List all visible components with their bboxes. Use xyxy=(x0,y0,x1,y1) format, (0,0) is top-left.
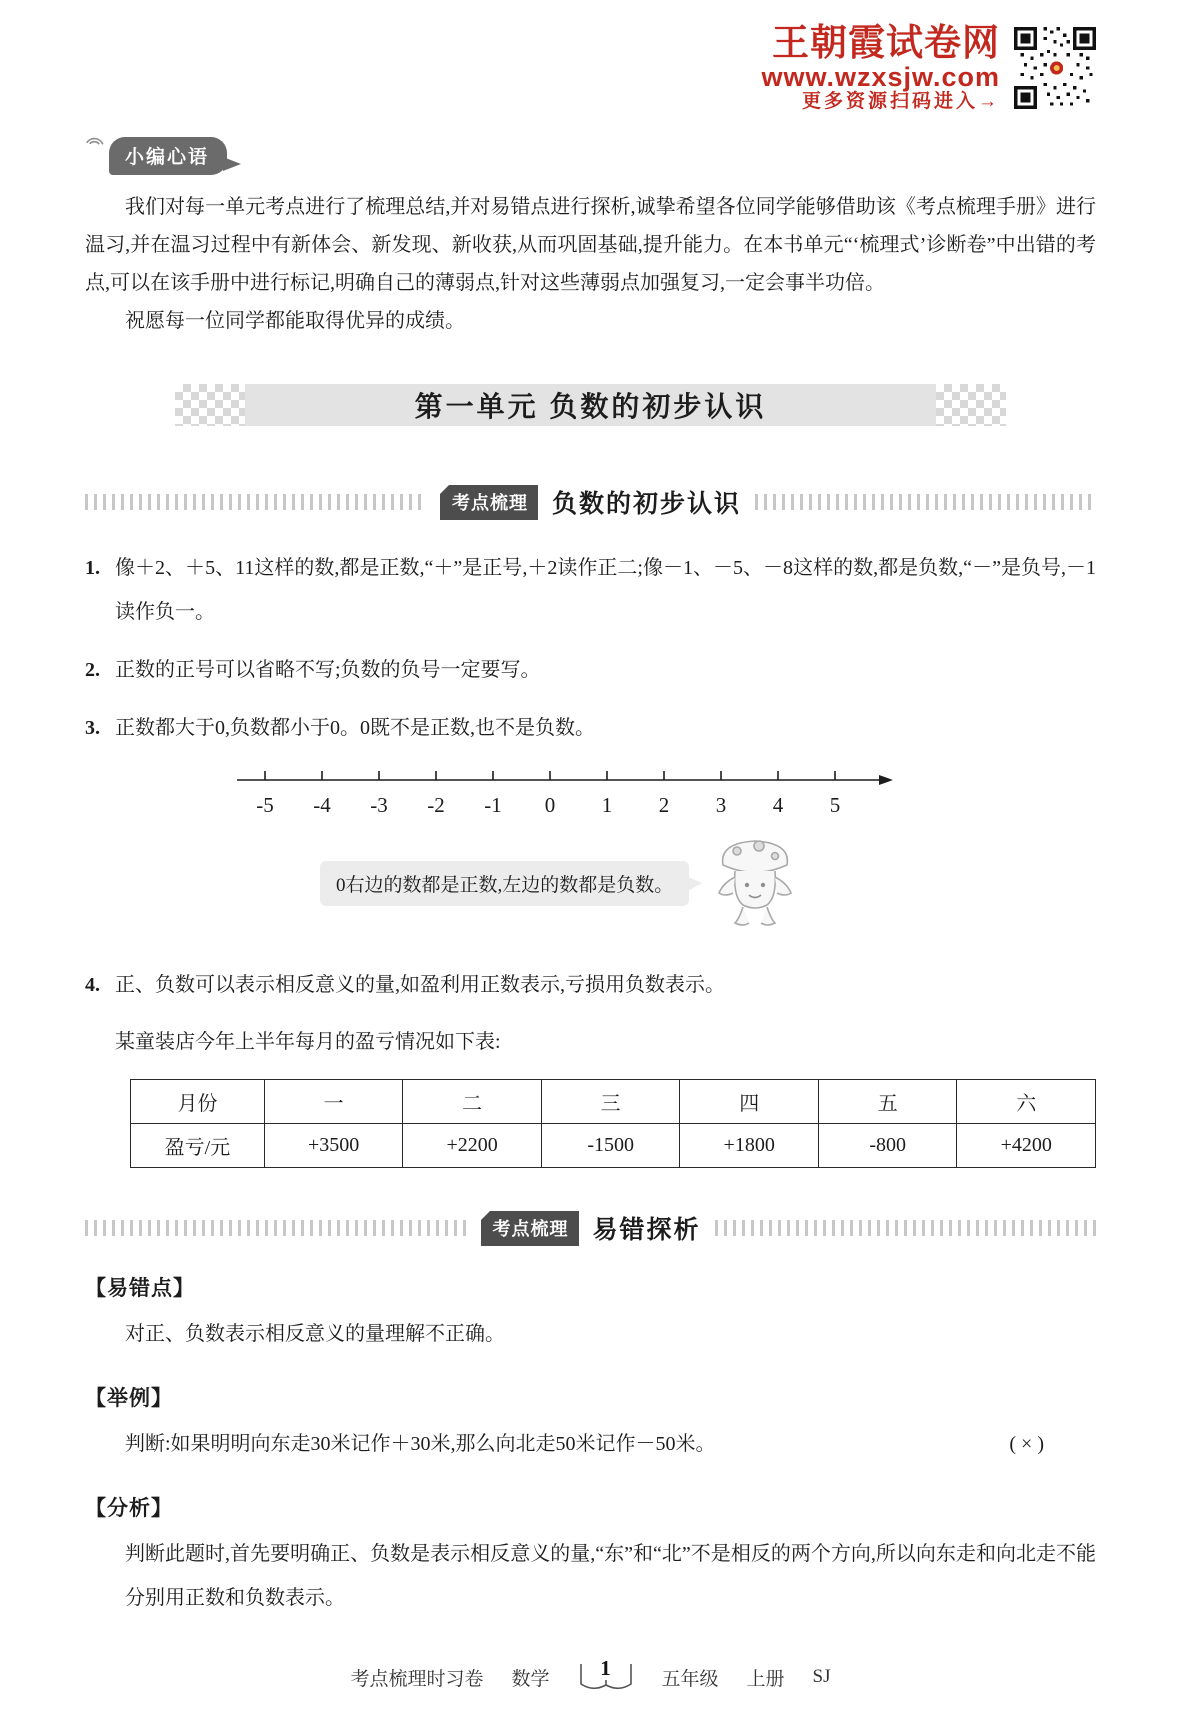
brand-tagline: 更多资源扫码进入→ xyxy=(801,90,1000,112)
knowledge-point-list xyxy=(85,546,1096,764)
item-number: 2. xyxy=(85,659,100,681)
brand-title: 王朝霞试卷网 xyxy=(772,22,1000,64)
table-cell: 盈亏/元 xyxy=(131,1124,265,1168)
example-label: 【举例】 xyxy=(85,1386,173,1410)
footer-edition: SJ xyxy=(812,1666,831,1687)
tick-label: 4 xyxy=(772,793,784,817)
checker-pattern-left xyxy=(175,384,245,426)
analysis-label: 【分析】 xyxy=(85,1496,173,1520)
section2-badge: 考点梳理 xyxy=(481,1211,579,1246)
item-text: 像＋2、＋5、11这样的数,都是正数,“＋”是正号,＋2读作正二;像－1、－5、－8这样的数,都是负数,“－”是负号,－1读作负一。 xyxy=(115,557,1096,623)
checker-pattern-right xyxy=(936,384,1006,426)
item-text: 正数都大于0,负数都小于0。0既不是正数,也不是负数。 xyxy=(115,717,595,739)
qr-code-icon xyxy=(1014,27,1096,109)
table-cell: +3500 xyxy=(264,1124,403,1168)
tick-label: 5 xyxy=(829,793,841,817)
hint-row xyxy=(320,839,1096,941)
tick-label: -3 xyxy=(370,793,388,817)
hatch-right xyxy=(755,494,1096,510)
brand-block xyxy=(761,24,1000,111)
knowledge-point-1 xyxy=(85,546,1096,634)
table-cell: +4200 xyxy=(957,1124,1096,1168)
analysis-text: 判断此题时,首先要明确正、负数是表示相反意义的量,“东”和“北”不是相反的两个方向,所以向东走和向北走不能分别用正数和负数表示。 xyxy=(125,1543,1096,1609)
hint-bubble: 0右边的数都是正数,左边的数都是负数。 xyxy=(320,861,689,906)
knowledge-point-4-wrap xyxy=(85,963,1096,1021)
item-text: 正、负数可以表示相反意义的量,如盈利用正数表示,亏损用负数表示。 xyxy=(115,974,725,996)
tick-label: 0 xyxy=(544,793,556,817)
error-point-text: 对正、负数表示相反意义的量理解不正确。 xyxy=(125,1323,505,1345)
editor-note-paragraph-1: 我们对每一单元考点进行了梳理总结,并对易错点进行探析,诚挚希望各位同学能够借助该《考点梳理手册》进行温习,并在温习过程中有新体会、新发现、新收获,从而巩固基础,提升能力。在本书单元“‘梳理式’诊断卷”中出错的考点,可以在该手册中进行标记,明确自己的薄弱点,针对这些薄弱点加强复习,一定会事半功倍。 xyxy=(85,196,1096,294)
unit-banner xyxy=(175,384,1006,426)
knowledge-point-4 xyxy=(85,963,1096,1007)
footer-series: 考点梳理时习卷 xyxy=(350,1668,484,1690)
editor-note-header xyxy=(85,136,1096,176)
example-block xyxy=(85,1422,1096,1466)
knowledge-point-3 xyxy=(85,706,1096,750)
tick-label: 2 xyxy=(658,793,670,817)
item-number: 4. xyxy=(85,974,100,996)
tick-label: -2 xyxy=(427,793,445,817)
tick-label: -5 xyxy=(256,793,274,817)
table-cell: 六 xyxy=(957,1080,1096,1124)
hatch-left xyxy=(85,1220,467,1236)
hatch-left xyxy=(85,494,426,510)
hatch-right xyxy=(715,1220,1097,1236)
brand-url: www.wzxsjw.com xyxy=(761,62,1000,93)
example-answer: ( × ) xyxy=(1009,1433,1044,1455)
editor-note-text xyxy=(85,188,1096,340)
editor-note-badge: 小编心语 xyxy=(109,137,227,175)
unit-title: 第一单元 负数的初步认识 xyxy=(245,384,936,426)
table-row-values xyxy=(131,1124,1096,1168)
page-number: 1 xyxy=(600,1656,611,1680)
tick-label: 3 xyxy=(715,793,727,817)
page-footer xyxy=(85,1656,1096,1694)
item-number: 3. xyxy=(85,717,100,739)
example-text: 判断:如果明明向东走30米记作＋30米,那么向北走50米记作－50米。 xyxy=(125,1433,716,1455)
page-number-book xyxy=(578,1656,634,1694)
table-cell: 月份 xyxy=(131,1080,265,1124)
knowledge-point-2 xyxy=(85,648,1096,692)
tick-label: 1 xyxy=(601,793,613,817)
table-cell: +2200 xyxy=(403,1124,542,1168)
item-text: 正数的正号可以省略不写;负数的负号一定要写。 xyxy=(115,659,541,681)
section1-title: 负数的初步认识 xyxy=(552,490,742,518)
tick-label: -1 xyxy=(484,793,502,817)
signal-arcs-icon xyxy=(85,135,105,155)
table-cell: 三 xyxy=(541,1080,680,1124)
error-point-label: 【易错点】 xyxy=(85,1276,195,1300)
table-row-months xyxy=(131,1080,1096,1124)
item-number: 1. xyxy=(85,557,100,579)
footer-subject: 数学 xyxy=(511,1668,550,1690)
footer-volume: 上册 xyxy=(746,1668,785,1690)
number-line xyxy=(235,766,895,829)
table-intro: 某童装店今年上半年每月的盈亏情况如下表: xyxy=(115,1031,501,1053)
section1-header xyxy=(85,484,1096,520)
editor-note-paragraph-2: 祝愿每一位同学都能取得优异的成绩。 xyxy=(125,310,465,332)
section2-header xyxy=(85,1210,1096,1246)
section1-badge: 考点梳理 xyxy=(440,485,538,520)
footer-grade: 五年级 xyxy=(661,1668,719,1690)
table-cell: -1500 xyxy=(541,1124,680,1168)
mascot-illustration xyxy=(709,831,801,931)
profit-loss-table xyxy=(130,1079,1096,1168)
table-cell: -800 xyxy=(818,1124,957,1168)
tick-label: -4 xyxy=(313,793,331,817)
table-cell: 一 xyxy=(264,1080,403,1124)
table-cell: 四 xyxy=(680,1080,819,1124)
table-cell: 五 xyxy=(818,1080,957,1124)
table-cell: +1800 xyxy=(680,1124,819,1168)
section2-title: 易错探析 xyxy=(592,1216,701,1244)
site-header xyxy=(85,22,1096,112)
table-cell: 二 xyxy=(403,1080,542,1124)
